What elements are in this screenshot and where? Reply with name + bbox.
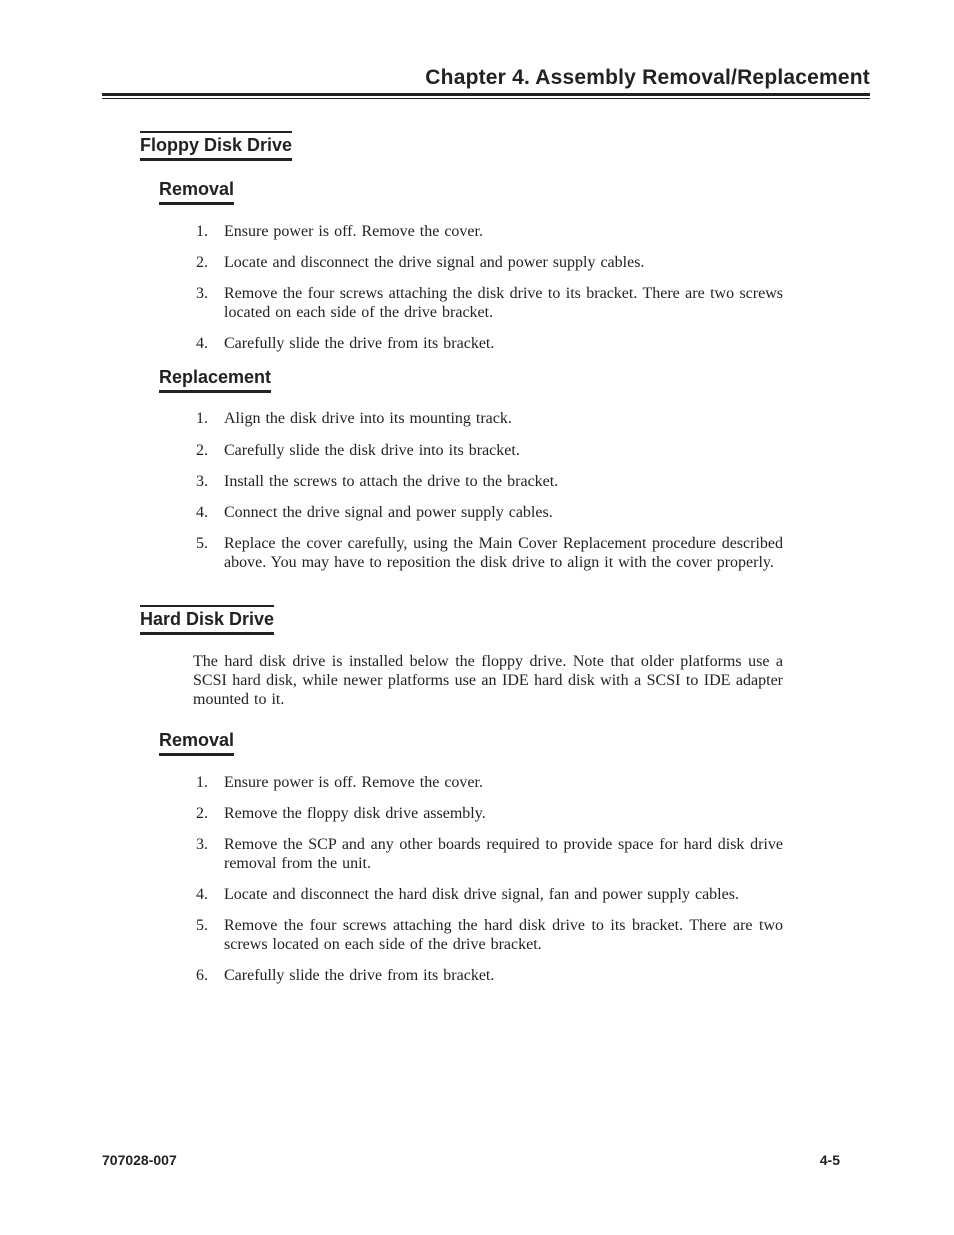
list-item [193, 835, 783, 873]
step-number: 2. [196, 805, 208, 822]
chapter-title: Chapter 4. Assembly Removal/Replacement [425, 66, 870, 89]
step-number: 1. [196, 223, 208, 240]
subsection-title-hard-removal [159, 729, 234, 756]
list-item [193, 773, 783, 792]
section-title-floppy-text: Floppy Disk Drive [140, 131, 292, 161]
footer-page-number: 4-5 [819, 1152, 840, 1168]
step-number: 4. [196, 335, 208, 352]
step-text: Carefully slide the drive from its bracket. [224, 335, 495, 352]
floppy-removal-steps [193, 222, 783, 353]
step-text: Remove the four screws attaching the disk drive to its bracket. There are two screws located on each side of the drive bracket. [224, 285, 783, 321]
step-text: Ensure power is off. Remove the cover. [224, 774, 483, 791]
step-number: 4. [196, 886, 208, 903]
step-text: Remove the SCP and any other boards required to provide space for hard disk drive removal from the unit. [224, 836, 783, 872]
step-number: 5. [196, 535, 208, 552]
subsection-title-floppy-replacement [159, 366, 271, 393]
step-number: 3. [196, 473, 208, 490]
list-item [193, 472, 783, 491]
step-number: 1. [196, 774, 208, 791]
step-text: Connect the drive signal and power supply cables. [224, 504, 553, 521]
list-item [193, 966, 783, 985]
step-number: 1. [196, 410, 208, 427]
list-item [193, 534, 783, 572]
hard-removal-steps [193, 773, 783, 985]
step-number: 5. [196, 917, 208, 934]
subsection-title-hard-removal-text: Removal [159, 729, 234, 756]
step-number: 4. [196, 504, 208, 521]
step-text: Remove the four screws attaching the hard disk drive to its bracket. There are two screws located on each side of the drive bracket. [224, 917, 783, 953]
floppy-replacement-steps [193, 409, 783, 572]
step-text: Locate and disconnect the hard disk drive signal, fan and power supply cables. [224, 886, 739, 903]
section-title-hard-disk-text: Hard Disk Drive [140, 605, 274, 635]
step-text: Ensure power is off. Remove the cover. [224, 223, 483, 240]
list-item [193, 409, 783, 428]
footer-doc-number: 707028-007 [102, 1152, 177, 1168]
step-number: 6. [196, 967, 208, 984]
step-text: Remove the floppy disk drive assembly. [224, 805, 486, 822]
list-item [193, 885, 783, 904]
step-text: Align the disk drive into its mounting track. [224, 410, 512, 427]
list-item [193, 284, 783, 322]
list-item [193, 916, 783, 954]
step-number: 2. [196, 442, 208, 459]
step-text: Locate and disconnect the drive signal and power supply cables. [224, 254, 645, 271]
subsection-title-floppy-removal-text: Removal [159, 178, 234, 205]
list-item [193, 222, 783, 241]
list-item [193, 334, 783, 353]
step-text: Replace the cover carefully, using the Main Cover Replacement procedure described above. You may have to reposition the disk drive to align it with the cover properly. [224, 535, 783, 571]
section-title-hard-disk [140, 605, 274, 635]
step-text: Install the screws to attach the drive to the bracket. [224, 473, 559, 490]
header-rule-thick [102, 93, 870, 96]
step-number: 3. [196, 836, 208, 853]
list-item [193, 441, 783, 460]
step-number: 3. [196, 285, 208, 302]
step-text: Carefully slide the drive from its bracket. [224, 967, 495, 984]
subsection-title-floppy-removal [159, 178, 234, 205]
list-item [193, 804, 783, 823]
header-rule-thin [102, 98, 870, 99]
step-number: 2. [196, 254, 208, 271]
hard-disk-intro: The hard disk drive is installed below the floppy drive. Note that older platforms use a SCSI hard disk, while newer platforms use an IDE hard disk with a SCSI to IDE adapter mounted to it. [193, 653, 783, 708]
subsection-title-floppy-replacement-text: Replacement [159, 366, 271, 393]
section-title-floppy [140, 131, 292, 161]
step-text: Carefully slide the disk drive into its bracket. [224, 442, 520, 459]
list-item [193, 503, 783, 522]
list-item [193, 253, 783, 272]
